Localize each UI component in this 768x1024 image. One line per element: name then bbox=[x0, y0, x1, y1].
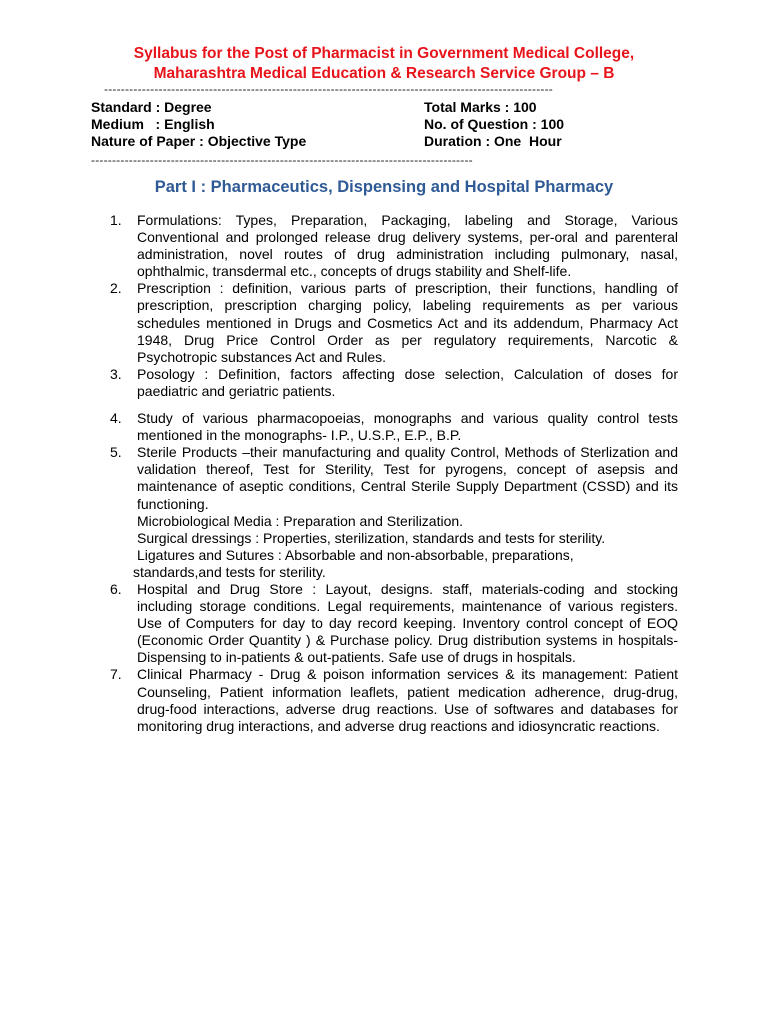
list-item bbox=[104, 666, 678, 734]
item-number: 5. bbox=[110, 444, 122, 461]
list-item bbox=[104, 581, 678, 666]
item-subline: Surgical dressings : Properties, sterilization, standards and tests for sterility. bbox=[137, 529, 606, 546]
item-number: 4. bbox=[110, 410, 122, 427]
item-text: Posology : Definition, factors affecting dose selection, Calculation of doses for paediatric and geriatric patients. bbox=[137, 365, 678, 399]
list-item bbox=[104, 212, 678, 280]
item-text: Hospital and Drug Store : Layout, designs. staff, materials-coding and stocking including storage conditions. Legal requirements, maintenance of various registers. Use of Computers for day to day record keeping. Inventory control concept of EOQ (Economic Order Quantity ) & Purchase policy. Drug distribution systems in hospitals- Dispensing to in-patients & out-patients. Safe use of drugs in hospitals. bbox=[137, 580, 678, 666]
divider-bottom: ------------------------------------------------------------------------------------------- bbox=[91, 154, 473, 166]
item-number: 3. bbox=[110, 365, 122, 382]
document-title-line-1: Syllabus for the Post of Pharmacist in Government Medical College, bbox=[133, 45, 635, 62]
item-subline: standards,and tests for sterility. bbox=[133, 563, 326, 580]
item-number: 1. bbox=[110, 212, 122, 228]
item-subline: Microbiological Media : Preparation and Sterilization. bbox=[137, 512, 464, 529]
list-item bbox=[104, 410, 678, 444]
list-item bbox=[104, 280, 678, 365]
meta-standard: Standard : Degree bbox=[91, 99, 212, 115]
item-number: 2. bbox=[110, 280, 122, 297]
document-title-line-2: Maharashtra Medical Education & Research Service Group – B bbox=[153, 65, 615, 82]
item-subline: Ligatures and Sutures : Absorbable and non-absorbable, preparations, bbox=[137, 546, 574, 563]
meta-medium: Medium : English bbox=[91, 116, 215, 132]
item-text: Study of various pharmacopoeias, monographs and various quality control tests mentioned in the monographs- I.P., U.S.P., E.P., B.P. bbox=[137, 410, 678, 444]
item-text: Sterile Products –their manufacturing and quality Control, Methods of Sterlization and validation thereof, Test for Sterility, Test for pyrogens, concept of asepsis and maintenance of aseptic conditions, Central Sterile Supply Department (CSSD) and its functioning. bbox=[137, 444, 678, 512]
meta-nature-of-paper: Nature of Paper : Objective Type bbox=[91, 133, 307, 149]
item-number: 6. bbox=[110, 580, 122, 597]
item-text: Clinical Pharmacy - Drug & poison information services & its management: Patient Counseling, Patient information leaflets, patient medication adherence, drug-drug, drug-food interactions, adverse drug reactions. Use of softwares and databases for monitoring drug interactions, and adverse drug reactions and idiosyncratic reactions. bbox=[137, 666, 678, 734]
syllabus-list bbox=[104, 212, 678, 735]
part-title: Part I : Pharmaceutics, Dispensing and Hospital Pharmacy bbox=[154, 178, 614, 196]
meta-question-count: No. of Question : 100 bbox=[424, 116, 565, 132]
list-item bbox=[104, 444, 678, 581]
item-text: Prescription : definition, various parts of prescription, their functions, handling of prescription, prescription charging policy, labeling requirements as per various schedules mentioned in Drugs and Cosmetics Act and its addendum, Pharmacy Act 1948, Drug Price Control Order as per regulatory requirements, Narcotic & Psychotropic substances Act and Rules. bbox=[137, 280, 678, 365]
meta-total-marks: Total Marks : 100 bbox=[424, 99, 537, 115]
item-text: Formulations: Types, Preparation, Packaging, labeling and Storage, Various Conventional and prolonged release drug delivery systems, per-oral and parenteral administration, novel routes of drug administration including pulmonary, nasal, ophthalmic, transdermal etc., concepts of drugs stability and Shelf-life. bbox=[137, 212, 678, 280]
meta-duration: Duration : One Hour bbox=[424, 133, 562, 149]
divider-top: ----------------------------------------------------------------------------------------------------------- bbox=[104, 83, 553, 95]
item-number: 7. bbox=[110, 666, 122, 683]
list-item bbox=[104, 366, 678, 400]
